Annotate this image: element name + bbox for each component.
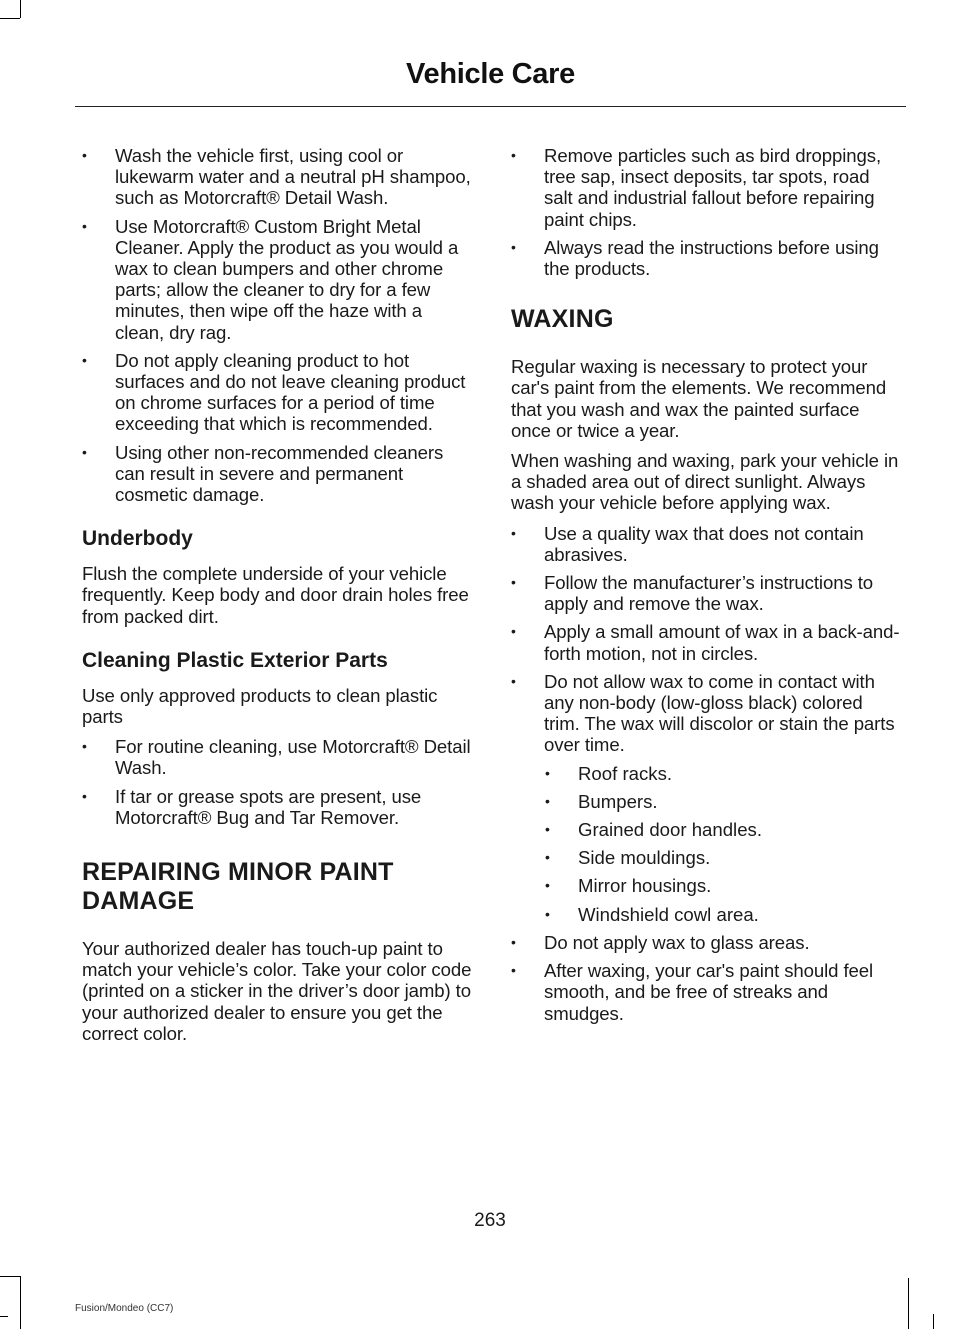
list-item: • After waxing, your car's paint should feel smooth, and be free of streaks and smudges.: [511, 960, 874, 1024]
waxing-paragraph-1: Regular waxing is necessary to protect your car's paint from the elements. We recommend that you wash and wax the painted surface once or twice a year.: [511, 356, 887, 441]
bullet: •: [511, 524, 516, 541]
plastic-heading: Cleaning Plastic Exterior Parts: [82, 648, 388, 672]
bullet: •: [545, 905, 550, 922]
list-item: • Do not apply cleaning product to hot surfaces and do not leave cleaning product on chrome surfaces for a period of time exceeding that which is recommended.: [82, 349, 466, 435]
bullet: •: [82, 787, 87, 804]
list-item: • Apply a small amount of wax in a back-and-forth motion, not in circles.: [511, 621, 900, 664]
list-item: • Use Motorcraft® Custom Bright Metal Cleaner. Apply the product as you would a wax to clean bumpers and other chrome parts; allow the cleaner to dry for a few minutes, then wipe off the haze with a clean, dry rag.: [82, 215, 459, 343]
bullet: •: [82, 351, 87, 368]
list-item: • Using other non-recommended cleaners can result in severe and permanent cosmetic damage.: [82, 441, 444, 506]
paint-damage-text: Your authorized dealer has touch-up paint to match your vehicle’s color. Take your color code (printed on a sticker in the driver’s door jamb) to your authorized dealer to ensure you get the correct color.: [82, 938, 472, 1044]
bullet: •: [545, 821, 550, 838]
bullet: •: [545, 792, 550, 809]
bullet: •: [511, 672, 516, 689]
crop-mark-top-left-h: [0, 18, 20, 19]
list-item: • Follow the manufacturer’s instructions to apply and remove the wax.: [511, 572, 874, 615]
list-item: • If tar or grease spots are present, use Motorcraft® Bug and Tar Remover.: [82, 785, 422, 828]
header-rule: [75, 106, 906, 107]
list-item: • Roof racks.: [545, 762, 673, 784]
footer-model-label: Fusion/Mondeo (CC7): [75, 1303, 174, 1314]
crop-mark-bottom-right-v2: [908, 1278, 909, 1329]
bullet: •: [82, 147, 87, 163]
bullet: •: [511, 933, 516, 950]
crop-mark-bottom-left-v: [20, 1276, 21, 1329]
crop-mark-bottom-left-tick: [0, 1316, 8, 1317]
list-item: • Mirror housings.: [545, 875, 712, 897]
bullet: •: [545, 849, 550, 866]
list-item: • Bumpers.: [545, 790, 658, 812]
crop-mark-bottom-right-v1: [933, 1314, 934, 1329]
plastic-text: Use only approved products to clean plastic parts: [82, 684, 438, 728]
underbody-heading: Underbody: [82, 527, 193, 551]
bullet: •: [511, 962, 516, 979]
list-item: • Use a quality wax that does not contain abrasives.: [511, 522, 864, 565]
bullet: •: [82, 217, 87, 234]
underbody-text: Flush the complete underside of your vehicle frequently. Keep body and door drain holes free from packed dirt.: [82, 563, 469, 627]
waxing-list: [511, 523, 903, 756]
list-item: • Windshield cowl area.: [545, 903, 759, 925]
crop-mark-top-left-v: [20, 0, 21, 18]
list-item: • Always read the instructions before using the products.: [511, 236, 879, 280]
left-column: [82, 145, 474, 1053]
crop-mark-bottom-left-h: [0, 1276, 20, 1277]
page-title: Vehicle Care: [406, 58, 575, 90]
chrome-cleaning-list: [82, 145, 474, 505]
list-item: • Do not apply wax to glass areas.: [511, 931, 810, 953]
list-item: • Wash the vehicle first, using cool or lukewarm water and a neutral pH shampoo, such as Motorcraft® Detail Wash.: [82, 145, 471, 209]
bullet: •: [511, 623, 516, 640]
bullet: •: [511, 574, 516, 591]
bullet: •: [511, 238, 516, 255]
paint-damage-heading: REPAIRING MINOR PAINT DAMAGE: [82, 858, 394, 916]
bullet: •: [545, 877, 550, 894]
trim-parts-list: [511, 763, 903, 925]
list-item: • For routine cleaning, use Motorcraft® Detail Wash.: [82, 736, 471, 779]
paint-repair-list: [511, 145, 903, 279]
waxing-heading: WAXING: [511, 305, 614, 334]
waxing-final-list: [511, 932, 903, 1024]
list-item: • Grained door handles.: [545, 819, 762, 841]
page-number: 263: [474, 1210, 506, 1231]
list-item: • Remove particles such as bird droppings, tree sap, insect deposits, tar spots, road salt and industrial fallout before repairing paint chips.: [511, 145, 882, 230]
right-column: [511, 145, 903, 1031]
plastic-list: [82, 736, 474, 828]
bullet: •: [545, 764, 550, 781]
list-item: • Side mouldings.: [545, 847, 711, 869]
bullet: •: [82, 443, 87, 460]
bullet: •: [82, 738, 87, 755]
list-item: • Do not allow wax to come in contact with any non-body (low-gloss black) colored trim. The wax will discolor or stain the parts over time.: [511, 670, 895, 756]
bullet: •: [511, 147, 516, 163]
waxing-paragraph-2: When washing and waxing, park your vehicle in a shaded area out of direct sunlight. Always wash your vehicle before applying wax.: [511, 450, 899, 514]
